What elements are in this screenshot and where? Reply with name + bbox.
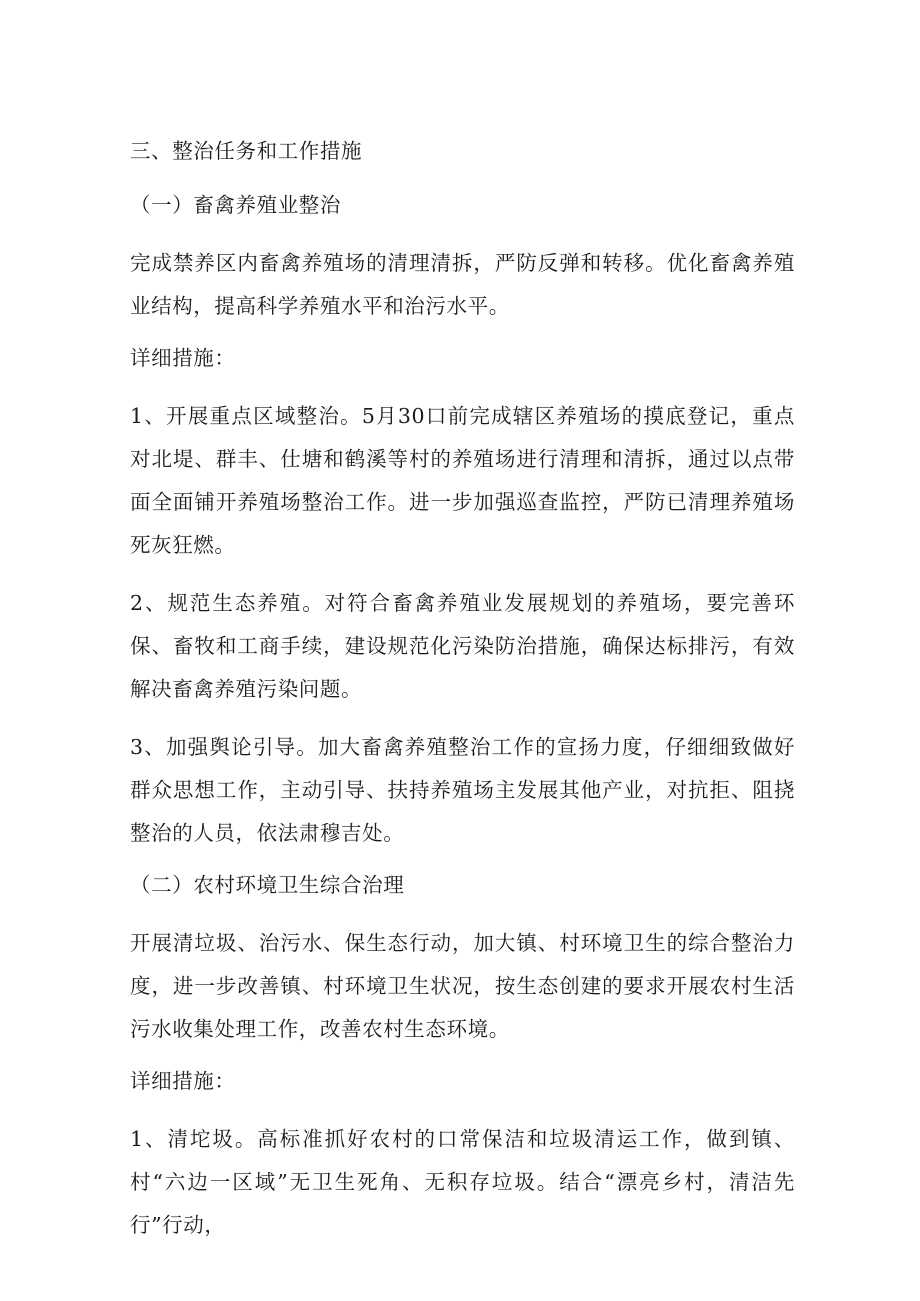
- part1-title: （一）畜禽养殖业整治: [130, 193, 341, 217]
- part1-measures-label: 详细措施：: [130, 346, 236, 370]
- part1-measure-1: 1、开展重点区域整治。5月30口前完成辖区养殖场的摸底登记，重点对北堤、群丰、仕塘和鹤溪等村的养殖场进行清理和清拆，通过以点带面全面铺开养殖场整治工作。进一步加强巡查监控，严防已清理养殖场死灰狂燃。: [130, 404, 795, 557]
- section-title: 三、整治任务和工作措施: [130, 139, 363, 163]
- part2-measures-label: 详细措施：: [130, 1069, 236, 1093]
- part2-summary: 开展清垃圾、治污水、保生态行动，加大镇、村环境卫生的综合整治力度，进一步改善镇、村环境卫生状况，按生态创建的要求开展农村生活污水收集处理工作，改善农村生态环境。: [130, 931, 795, 1041]
- part2-title: （二）农村环境卫生综合治理: [130, 873, 405, 897]
- part1-summary: 完成禁养区内畜禽养殖场的清理清拆，严防反弹和转移。优化畜禽养殖业结构，提高科学养殖水平和治污水平。: [130, 251, 795, 318]
- part2-measure-1: 1、清坨圾。高标准抓好农村的口常保洁和垃圾清运工作，做到镇、村“六边一区域”无卫生死角、无积存垃圾。结合“漂亮乡村，清洁先行”行动，: [130, 1127, 795, 1237]
- part1-measure-3: 3、加强舆论引导。加大畜禽养殖整治工作的宣扬力度，仔细细致做好群众思想工作，主动引导、扶持养殖场主发展其他产业，对抗拒、阻挠整治的人员，依法肃穆吉处。: [130, 735, 795, 845]
- document-body: [130, 136, 795, 1262]
- part1-measure-2: 2、规范生态养殖。对符合畜禽养殖业发展规划的养殖场，要完善环保、畜牧和工商手续，建设规范化污染防治措施，确保达标排污，有效解决畜禽养殖污染问题。: [130, 591, 795, 701]
